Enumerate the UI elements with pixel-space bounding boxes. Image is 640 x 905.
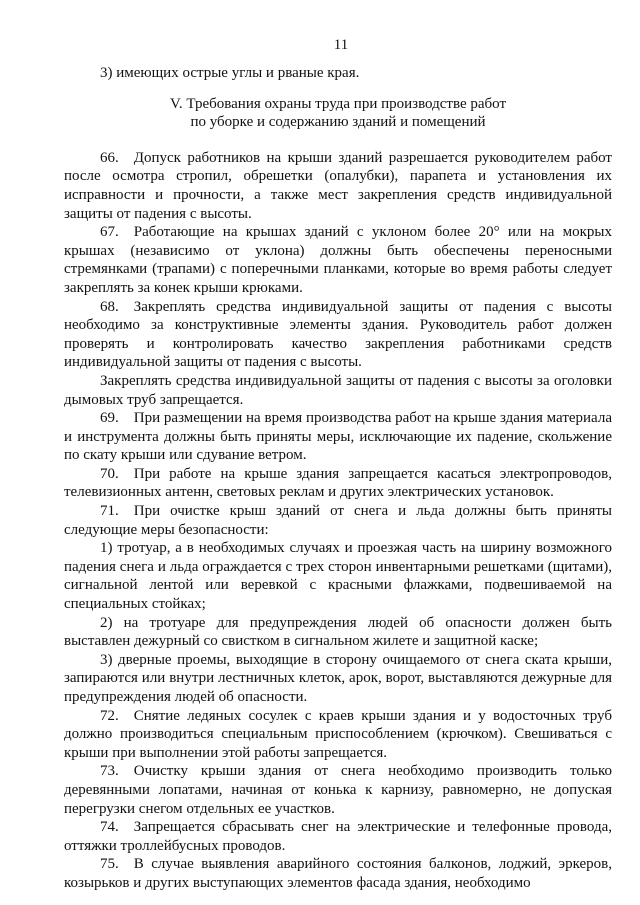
paragraph-71-item-3: 3) дверные проемы, выходящие в сторону очищаемого от снега ската крыши, запираются или внутри лестничных клеток, арок, ворот, выставляются дежурные для предупреждения людей об опасности.: [64, 651, 612, 705]
page-number: 11: [333, 37, 349, 53]
section-heading-line-1: V. Требования охраны труда при производстве работ: [169, 95, 507, 112]
paragraph-71-item-1: 1) тротуар, а в необходимых случаях и проезжая часть на ширину возможного падения снега и льда ограждается с трех сторон инвентарными решетками (щитами), сигнальной лентой или веревкой с красными флажками, подвешиваемой на специальных стойках;: [64, 540, 612, 613]
document-page: [64, 36, 612, 893]
paragraph-72: 72. Снятие ледяных сосулек с краев крыши здания и у водосточных труб должно производиться специальным приспособлением (крючком). Свешиваться с крыши при выполнении этой работы запрещается.: [64, 707, 612, 761]
paragraph-71: 71. При очистке крыш зданий от снега и льда должны быть приняты следующие меры безопасности:: [64, 503, 612, 538]
paragraph-71-item-2: 2) на тротуаре для предупреждения людей об опасности должен быть выставлен дежурный со свистком в сигнальном жилете и защитной каске;: [64, 614, 612, 650]
paragraph-68: 68. Закреплять средства индивидуальной защиты от падения с высоты необходимо за конструктивные элементы здания. Руководитель работ должен проверять и контролировать качество закрепления работниками средств индивидуальной защиты от падения с высоты.: [64, 298, 612, 371]
paragraph-68-continued: Закреплять средства индивидуальной защиты от падения с высоты за оголовки дымовых труб запрещается.: [64, 372, 612, 408]
paragraph-70: 70. При работе на крыше здания запрещается касаться электропроводов, телевизионных антенн, световых реклам и других электрических установок.: [64, 465, 612, 501]
section-heading-line-2: по уборке и содержанию зданий и помещений: [190, 114, 486, 131]
paragraph-66: 66. Допуск работников на крыши зданий разрешается руководителем работ после осмотра стропил, обрешетки (опалубки), парапета и установления их исправности и прочности, а также мест закрепления средств индивидуальной защиты от падения с высоты.: [64, 149, 612, 222]
paragraph-75: 75. В случае выявления аварийного состояния балконов, лоджий, эркеров, козырьков и других выступающих элементов фасада здания, необходимо: [64, 856, 612, 891]
paragraph-74: 74. Запрещается сбрасывать снег на электрические и телефонные провода, оттяжки троллейбусных проводов.: [64, 819, 612, 854]
section-heading: [64, 95, 612, 132]
paragraph-73: 73. Очистку крыши здания от снега необходимо производить только деревянными лопатами, начиная от конька к карнизу, равномерно, не допуская перегрузки снегом отдельных ее участков.: [64, 763, 612, 817]
paragraph-69: 69. При размещении на время производства работ на крыше здания материала и инструмента должны быть приняты меры, исключающие их падение, скольжение по скату крыши или сдувание ветром.: [64, 410, 612, 464]
paragraph-67: 67. Работающие на крышах зданий с уклоном более 20° или на мокрых крышах (независимо от уклона) должны быть обеспечены переносными стремянками (трапами) с поперечными планками, которые во время работы следует закреплять за конек крыши крюками.: [64, 224, 612, 296]
lead-list-item: 3) имеющих острые углы и рваные края.: [100, 65, 360, 81]
